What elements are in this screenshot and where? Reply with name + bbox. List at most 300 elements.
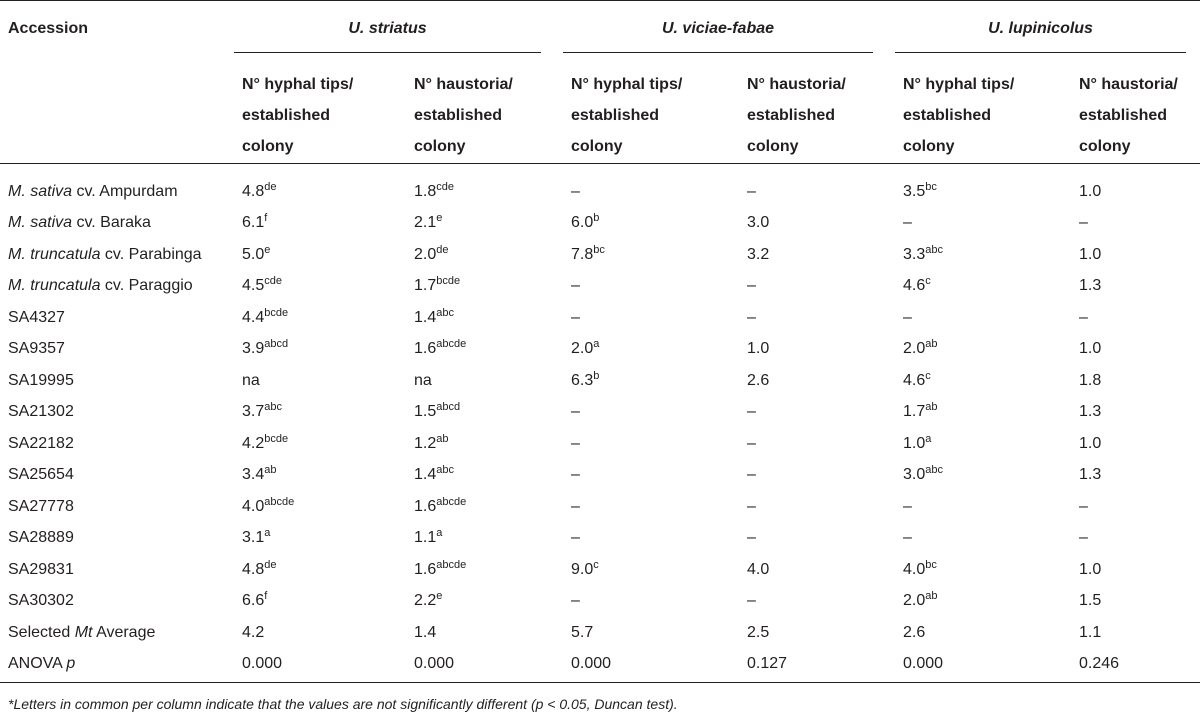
significance-letters: ab (436, 432, 449, 445)
cell-value: 3.1 (242, 529, 265, 546)
value-cell (226, 617, 398, 649)
value-cell (731, 554, 887, 586)
cell-value: – (903, 214, 912, 231)
accession-cell (0, 207, 226, 239)
significance-letters: abc (925, 243, 943, 256)
column-header-line: colony (1079, 138, 1131, 155)
accession-cell (0, 522, 226, 554)
value-cell (398, 302, 555, 334)
accession-name-part: SA4327 (8, 308, 65, 326)
accession-cell (0, 428, 226, 460)
significance-letters: ab (925, 590, 938, 602)
cell-value: 1.0 (1079, 245, 1102, 263)
column-header-line: colony (571, 138, 623, 155)
value-cell (398, 585, 555, 617)
column-header-line: N° haustoria/ (414, 76, 513, 93)
value-cell (226, 491, 398, 523)
value-cell (226, 648, 398, 680)
cell-value: 2.0 (903, 340, 926, 357)
column-header (731, 53, 887, 163)
significance-letters: abc (436, 464, 454, 476)
significance-letters: abcde (264, 495, 295, 508)
accession-name-part: M. sativa (8, 182, 73, 200)
value-cell (226, 585, 398, 617)
value-cell (887, 365, 1063, 397)
value-cell (731, 302, 887, 334)
cell-value: 7.8 (571, 245, 594, 263)
value-cell (887, 239, 1063, 271)
cell-value: 2.0 (571, 340, 594, 357)
value-cell (398, 365, 555, 397)
cell-value: 1.0 (903, 434, 926, 452)
value-cell (731, 333, 887, 365)
value-cell (398, 239, 555, 271)
significance-letters: bc (925, 180, 937, 193)
accession-name-part: SA29831 (8, 560, 74, 578)
value-cell (398, 617, 555, 649)
cell-value: 4.5 (242, 277, 265, 294)
accession-cell (0, 554, 226, 586)
value-cell (887, 396, 1063, 428)
accession-name-part: M. sativa (8, 214, 73, 231)
cell-value: – (571, 592, 580, 609)
value-cell (398, 333, 555, 365)
cell-value: – (747, 592, 756, 609)
accession-cell (0, 396, 226, 428)
significance-letters: bcde (436, 275, 461, 287)
value-cell (1063, 163, 1200, 207)
significance-letters: cde (436, 180, 454, 193)
value-cell (887, 648, 1063, 680)
significance-letters: cde (264, 275, 282, 287)
value-cell (398, 554, 555, 586)
accession-name-part: SA19995 (8, 371, 74, 389)
accession-cell (0, 270, 226, 302)
value-cell (226, 428, 398, 460)
accession-cell (0, 239, 226, 271)
cell-value: 1.3 (1079, 277, 1102, 294)
value-cell (1063, 459, 1200, 491)
value-cell (731, 491, 887, 523)
accession-cell (0, 585, 226, 617)
value-cell (731, 163, 887, 207)
cell-value: 6.3 (571, 371, 594, 389)
cell-value: 6.1 (242, 214, 265, 231)
significance-letters: de (436, 243, 449, 256)
cell-value: – (571, 497, 580, 515)
cell-value: 2.0 (414, 245, 437, 263)
cell-value: – (1079, 214, 1088, 231)
significance-letters: a (436, 527, 443, 539)
cell-value: – (571, 182, 580, 200)
cell-value: 4.6 (903, 277, 926, 294)
cell-value: – (571, 434, 580, 452)
group-header-u-striatus: U. striatus (226, 0, 555, 53)
value-cell (398, 396, 555, 428)
column-header-line: colony (242, 138, 294, 155)
value-cell (887, 585, 1063, 617)
accession-cell (0, 365, 226, 397)
group-header-u-viciae-fabae: U. viciae-fabae (555, 0, 887, 53)
value-cell (731, 207, 887, 239)
cell-value: – (1079, 308, 1088, 326)
table-row (0, 522, 1200, 554)
subheader-empty (0, 53, 226, 163)
table-row (0, 585, 1200, 617)
cell-value: 4.2 (242, 623, 265, 641)
accession-name-part: M. truncatula (8, 245, 101, 263)
cell-value: 1.1 (414, 529, 437, 546)
cell-value: 3.3 (903, 245, 926, 263)
value-cell (1063, 617, 1200, 649)
cell-value: – (571, 466, 580, 483)
cell-value: 1.3 (1079, 466, 1102, 483)
column-header-line: N° haustoria/ (747, 76, 846, 93)
cell-value: 1.4 (414, 466, 437, 483)
accession-cell (0, 648, 226, 680)
table-row (0, 459, 1200, 491)
value-cell (731, 648, 887, 680)
cell-value: 0.000 (242, 655, 283, 672)
column-header-line: established (1079, 107, 1168, 124)
cell-value: na (414, 371, 432, 389)
value-cell (226, 333, 398, 365)
cell-value: – (571, 529, 580, 546)
value-cell (887, 459, 1063, 491)
value-cell (555, 585, 731, 617)
column-header-line: N° hyphal tips/ (242, 76, 354, 93)
value-cell (1063, 239, 1200, 271)
column-header-line: colony (747, 138, 799, 155)
significance-letters: b (593, 369, 600, 382)
value-cell (555, 333, 731, 365)
value-cell (887, 617, 1063, 649)
significance-letters: abcde (436, 495, 467, 508)
significance-letters: f (264, 590, 268, 602)
value-cell (887, 333, 1063, 365)
value-cell (555, 459, 731, 491)
value-cell (731, 459, 887, 491)
table-row (0, 617, 1200, 649)
value-cell (731, 428, 887, 460)
cell-value: 4.2 (242, 434, 265, 452)
value-cell (555, 396, 731, 428)
cell-value: 1.0 (747, 340, 770, 357)
value-cell (1063, 491, 1200, 523)
cell-value: 2.6 (747, 371, 770, 389)
value-cell (226, 459, 398, 491)
table-row (0, 648, 1200, 680)
accession-name-part: cv. Baraka (72, 214, 151, 231)
accession-name-part: Selected (8, 623, 75, 641)
cell-value: – (903, 529, 912, 546)
significance-letters: abc (264, 401, 282, 413)
value-cell (555, 491, 731, 523)
significance-letters: bcde (264, 306, 289, 319)
value-cell (555, 207, 731, 239)
accession-name-part: SA21302 (8, 403, 74, 420)
accession-name-part: cv. Ampurdam (72, 182, 178, 200)
value-cell (1063, 270, 1200, 302)
value-cell (398, 459, 555, 491)
table-row (0, 302, 1200, 334)
value-cell (1063, 333, 1200, 365)
cell-value: 4.6 (903, 371, 926, 389)
column-header-line: established (414, 107, 503, 124)
column-header (226, 53, 398, 163)
cell-value: 6.6 (242, 592, 265, 609)
significance-letters: bcde (264, 432, 289, 445)
column-header-line: colony (414, 138, 466, 155)
value-cell (887, 270, 1063, 302)
cell-value: – (747, 308, 756, 326)
table-row (0, 491, 1200, 523)
value-cell (226, 207, 398, 239)
significance-letters: a (264, 527, 271, 539)
value-cell (887, 163, 1063, 207)
significance-letters: abcd (264, 338, 289, 350)
column-header-line: N° hyphal tips/ (571, 76, 683, 93)
cell-value: 4.8 (242, 182, 265, 200)
cell-value: – (571, 308, 580, 326)
significance-letters: de (264, 558, 277, 571)
table-row (0, 163, 1200, 207)
accession-name-part: M. truncatula (8, 277, 101, 294)
bottom-rule (0, 682, 1200, 683)
cell-value: 1.6 (414, 560, 437, 578)
value-cell (555, 302, 731, 334)
value-cell (226, 239, 398, 271)
significance-letters: abc (436, 306, 454, 319)
accession-name-part: SA25654 (8, 466, 74, 483)
accession-cell (0, 333, 226, 365)
column-header (398, 53, 555, 163)
value-cell (731, 365, 887, 397)
cell-value: – (747, 497, 756, 515)
cell-value: 0.000 (903, 655, 944, 672)
value-cell (555, 554, 731, 586)
accession-name-part: Average (92, 623, 156, 641)
value-cell (226, 554, 398, 586)
value-cell (398, 428, 555, 460)
cell-value: 1.4 (414, 308, 437, 326)
significance-letters: c (925, 369, 931, 382)
cell-value: 1.1 (1079, 623, 1102, 641)
significance-letters: abcd (436, 401, 461, 413)
significance-letters: abcde (436, 338, 467, 350)
column-header-line: established (903, 107, 992, 124)
footnote: *Letters in common per column indicate that the values are not significantly different (p < 0.05, Duncan test). (8, 696, 678, 712)
accession-name-part: p (66, 655, 76, 672)
cell-value: 1.7 (903, 403, 926, 420)
cell-value: – (571, 403, 580, 420)
value-cell (731, 270, 887, 302)
table-row (0, 239, 1200, 271)
cell-value: 9.0 (571, 560, 594, 578)
value-cell (555, 270, 731, 302)
value-cell (887, 302, 1063, 334)
value-cell (226, 522, 398, 554)
cell-value: – (747, 434, 756, 452)
accession-name-part: SA22182 (8, 434, 74, 452)
value-cell (555, 522, 731, 554)
table-row (0, 333, 1200, 365)
significance-letters: b (593, 212, 600, 224)
cell-value: – (903, 497, 912, 515)
table-row (0, 207, 1200, 239)
significance-letters: c (925, 275, 931, 287)
cell-value: 1.6 (414, 497, 437, 515)
value-cell (887, 207, 1063, 239)
column-header (887, 53, 1063, 163)
significance-letters: a (925, 432, 932, 445)
cell-value: 3.0 (903, 466, 926, 483)
cell-value: 4.8 (242, 560, 265, 578)
cell-value: 5.0 (242, 245, 265, 263)
accession-name-part: SA9357 (8, 340, 65, 357)
cell-value: 1.5 (414, 403, 437, 420)
value-cell (887, 491, 1063, 523)
significance-letters: a (593, 338, 600, 350)
value-cell (887, 554, 1063, 586)
accession-header: Accession (8, 20, 89, 37)
significance-letters: ab (925, 401, 938, 413)
value-cell (1063, 585, 1200, 617)
significance-letters: ab (925, 338, 938, 350)
table-row (0, 365, 1200, 397)
value-cell (887, 522, 1063, 554)
cell-value: 1.0 (1079, 560, 1102, 578)
cell-value: 5.7 (571, 623, 594, 641)
group-header-u-lupinicolus: U. lupinicolus (887, 0, 1200, 53)
value-cell (731, 239, 887, 271)
significance-letters: e (264, 243, 271, 256)
significance-letters: bc (925, 558, 937, 571)
table-row (0, 270, 1200, 302)
cell-value: 2.2 (414, 592, 437, 609)
cell-value: 2.6 (903, 623, 926, 641)
cell-value: 6.0 (571, 214, 594, 231)
value-cell (398, 207, 555, 239)
cell-value: na (242, 371, 260, 389)
value-cell (555, 617, 731, 649)
value-cell (1063, 554, 1200, 586)
value-cell (398, 491, 555, 523)
cell-value: 4.0 (242, 497, 265, 515)
table-row (0, 396, 1200, 428)
value-cell (398, 163, 555, 207)
significance-letters: abc (925, 464, 943, 476)
significance-letters: abcde (436, 558, 467, 571)
cell-value: 1.6 (414, 340, 437, 357)
accession-cell (0, 302, 226, 334)
value-cell (1063, 396, 1200, 428)
cell-value: 1.0 (1079, 434, 1102, 452)
column-header-line: N° hyphal tips/ (903, 76, 1015, 93)
accession-name-part: cv. Parabinga (100, 245, 202, 263)
accession-name-part: Mt (74, 623, 93, 641)
value-cell (1063, 648, 1200, 680)
cell-value: – (747, 182, 756, 200)
accession-name-part: SA30302 (8, 592, 74, 609)
table-row (0, 428, 1200, 460)
cell-value: – (747, 277, 756, 294)
cell-value: – (903, 308, 912, 326)
cell-value: 3.4 (242, 466, 265, 483)
value-cell (398, 270, 555, 302)
table-row (0, 554, 1200, 586)
cell-value: 1.8 (1079, 371, 1102, 389)
cell-value: 0.000 (414, 655, 455, 672)
significance-letters: e (436, 590, 443, 602)
cell-value: 4.0 (747, 560, 770, 578)
value-cell (1063, 207, 1200, 239)
accession-cell (0, 163, 226, 207)
accession-name-part: SA28889 (8, 529, 74, 546)
value-cell (226, 396, 398, 428)
cell-value: 1.7 (414, 277, 437, 294)
value-cell (226, 365, 398, 397)
significance-letters: de (264, 180, 277, 193)
cell-value: 0.000 (571, 655, 612, 672)
value-cell (1063, 302, 1200, 334)
column-header-line: N° haustoria/ (1079, 76, 1178, 93)
cell-value: 3.5 (903, 182, 926, 200)
value-cell (226, 270, 398, 302)
subheader-row (0, 53, 1200, 163)
cell-value: 1.8 (414, 182, 437, 200)
cell-value: 2.5 (747, 623, 770, 641)
value-cell (1063, 428, 1200, 460)
value-cell (731, 522, 887, 554)
significance-letters: f (264, 212, 268, 224)
value-cell (731, 617, 887, 649)
accession-name-part: ANOVA (8, 655, 67, 672)
cell-value: – (747, 403, 756, 420)
value-cell (398, 648, 555, 680)
value-cell (555, 428, 731, 460)
value-cell (555, 163, 731, 207)
value-cell (555, 365, 731, 397)
column-header (555, 53, 731, 163)
cell-value: – (1079, 497, 1088, 515)
cell-value: 0.127 (747, 655, 788, 672)
value-cell (555, 239, 731, 271)
significance-letters: bc (593, 243, 605, 256)
cell-value: 1.0 (1079, 182, 1102, 200)
accession-name-part: cv. Paraggio (100, 277, 193, 294)
cell-value: 4.4 (242, 308, 265, 326)
cell-value: 3.2 (747, 245, 770, 263)
cell-value: 1.4 (414, 623, 437, 641)
value-cell (731, 585, 887, 617)
column-header-line: established (242, 107, 331, 124)
accession-name-part: SA27778 (8, 497, 74, 515)
cell-value: 1.3 (1079, 403, 1102, 420)
cell-value: 1.2 (414, 434, 437, 452)
value-cell (398, 522, 555, 554)
column-header-line: established (571, 107, 660, 124)
column-header (1063, 53, 1200, 163)
cell-value: 1.5 (1079, 592, 1102, 609)
accession-cell (0, 617, 226, 649)
cell-value: – (1079, 529, 1088, 546)
cell-value: 2.0 (903, 592, 926, 609)
value-cell (1063, 522, 1200, 554)
column-header-line: established (747, 107, 836, 124)
cell-value: 0.246 (1079, 655, 1120, 672)
cell-value: 1.0 (1079, 340, 1102, 357)
